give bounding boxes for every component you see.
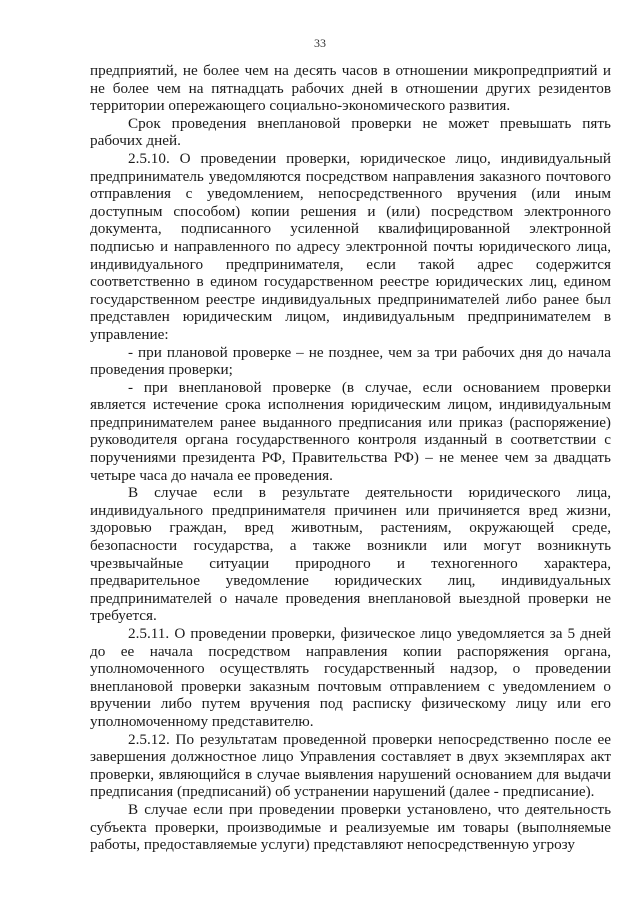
paragraph-planned-inspection: - при плановой проверке – не позднее, чем за три рабочих дня до начала проведения проверки; [90,343,611,379]
paragraph-unscheduled-duration: Срок проведения внеплановой проверки не может превышать пять рабочих дней. [90,114,611,150]
paragraph-2-5-12: 2.5.12. По результатам проведенной проверки непосредственно после ее завершения должностное лицо Управления составляет в двух экземплярах акт проверки, являющийся в случае выявления нарушений основанием для выдачи предписания (предписаний) об устранении нарушений (далее - предписание). [90,730,611,801]
paragraph-harm-case: В случае если в результате деятельности юридического лица, индивидуального предпринимателя причинен или причиняется вред жизни, здоровью граждан, вред животным, растениям, окружающей среде, безопасности государства, а также возникли или могут возникнуть чрезвычайные ситуации природного и техногенного характера, предварительное уведомление юридических лиц, индивидуальных предпринимателей о начале проведения внеплановой выездной проверки не требуется. [90,484,611,625]
body-text [90,62,611,854]
paragraph-unscheduled-inspection: - при внеплановой проверке (в случае, если основанием проверки является истечение срока исполнения юридическим лицом, индивидуальным предпринимателем ранее выданного предписания или приказ (распоряжение) руководителя органа государственного контроля изданный в соответствии с поручениями президента РФ, Правительства РФ) – не менее чем за двадцать четыре часа до начала ее проведения. [90,378,611,484]
paragraph-2-5-11: 2.5.11. О проведении проверки, физическое лицо уведомляется за 5 дней до ее начала посредством направления копии распоряжения органа, уполномоченного осуществлять государственный надзор, о проведении внеплановой проверки заказным почтовым отправлением с уведомлением о вручении либо путем вручения под расписку физическому лицу или его уполномоченному представителю. [90,625,611,730]
paragraph-continuation: предприятий, не более чем на десять часов в отношении микропредприятий и не более чем на пятнадцать рабочих дней в отношении других резидентов территории опережающего социально-экономического развития. [90,62,611,115]
paragraph-2-5-10: 2.5.10. О проведении проверки, юридическое лицо, индивидуальный предприниматель уведомляются посредством направления заказного почтового отправления с уведомлением, непосредственного вручения (или иным доступным способом) копии решения и (или) посредством электронного документа, подписанного усиленной квалифицированной электронной подписью и направленного по адресу электронной почты юридического лица, индивидуального предпринимателя, если такой адрес содержится соответственно в едином государственном реестре юридических лиц, едином государственном реестре индивидуальных предпринимателей либо ранее был представлен юридическим лицом, индивидуальным предпринимателем в управление: [90,149,611,343]
page-number: 33 [314,36,326,50]
paragraph-direct-threat: В случае если при проведении проверки установлено, что деятельность субъекта проверки, производимые и реализуемые им товары (выполняемые работы, предоставляемые услуги) представляют непосредственную угрозу [90,800,611,854]
